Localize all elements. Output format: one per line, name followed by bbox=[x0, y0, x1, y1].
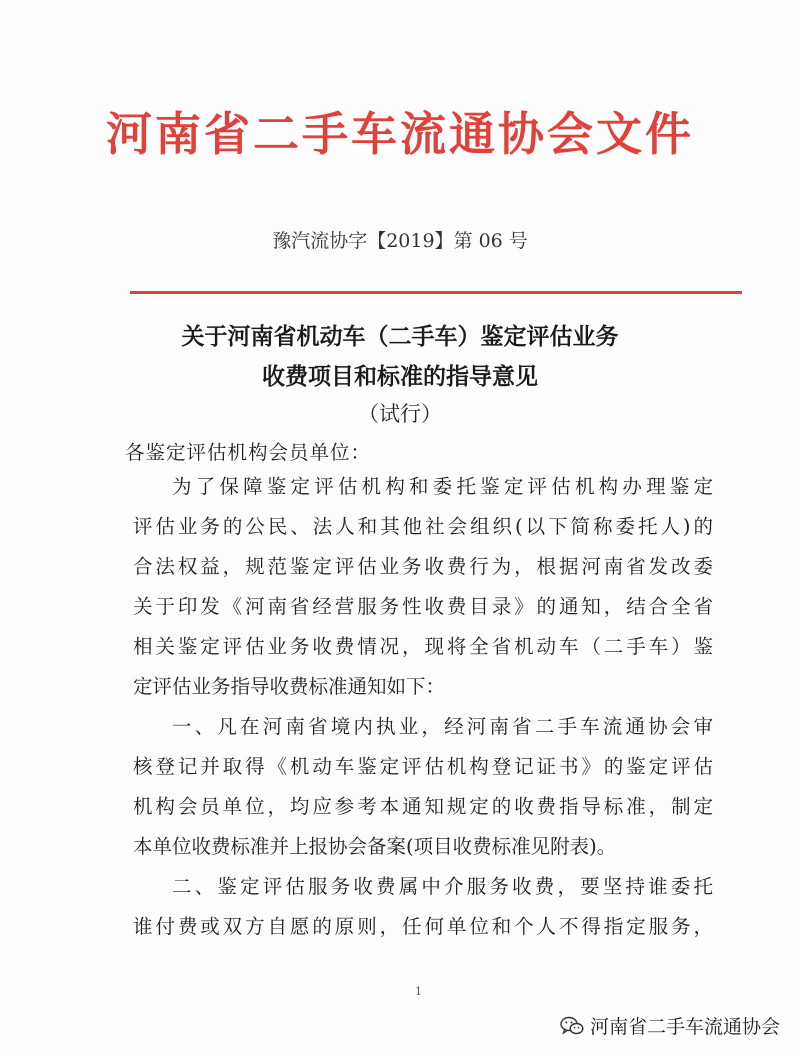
document-number: 豫汽流协字【2019】第 06 号 bbox=[272, 230, 528, 252]
body-line: 机构会员单位，均应参考本通知规定的收费指导标准，制定 bbox=[133, 795, 713, 818]
watermark-text: 河南省二手车流通协会 bbox=[590, 1016, 781, 1038]
body-line: 相关鉴定评估业务收费情况，现将全省机动车（二手车）鉴 bbox=[133, 635, 713, 658]
body-line: 二、鉴定评估服务收费属中介服务收费，要坚持谁委托 bbox=[172, 875, 713, 898]
document-header-title: 河南省二手车流通协会文件 bbox=[106, 107, 694, 161]
header-divider bbox=[130, 291, 742, 294]
body-line: 谁付费或双方自愿的原则，任何单位和个人不得指定服务， bbox=[133, 915, 713, 938]
document-subtitle: （试行） bbox=[358, 402, 442, 426]
body-line: 合法权益，规范鉴定评估业务收费行为，根据河南省发改委 bbox=[133, 555, 713, 578]
body-line: 一、凡在河南省境内执业，经河南省二手车流通协会审 bbox=[172, 715, 713, 738]
body-line: 本单位收费标准并上报协会备案(项目收费标准见附表)。 bbox=[133, 835, 617, 858]
document-title-line-2: 收费项目和标准的指导意见 bbox=[262, 363, 538, 390]
source-watermark bbox=[560, 1012, 780, 1039]
body-line: 评估业务的公民、法人和其他社会组织(以下简称委托人)的 bbox=[133, 515, 713, 538]
salutation: 各鉴定评估机构会员单位： bbox=[125, 441, 372, 464]
body-line: 关于印发《河南省经营服务性收费目录》的通知，结合全省 bbox=[133, 595, 713, 618]
body-line: 核登记并取得《机动车鉴定评估机构登记证书》的鉴定评估 bbox=[133, 755, 713, 778]
wechat-icon bbox=[560, 1016, 584, 1036]
body-line: 定评估业务指导收费标准通知如下： bbox=[133, 675, 446, 698]
document-title-line-1: 关于河南省机动车（二手车）鉴定评估业务 bbox=[181, 323, 619, 350]
page-number: 1 bbox=[415, 985, 422, 998]
body-line: 为了保障鉴定评估机构和委托鉴定评估机构办理鉴定 bbox=[172, 475, 713, 498]
